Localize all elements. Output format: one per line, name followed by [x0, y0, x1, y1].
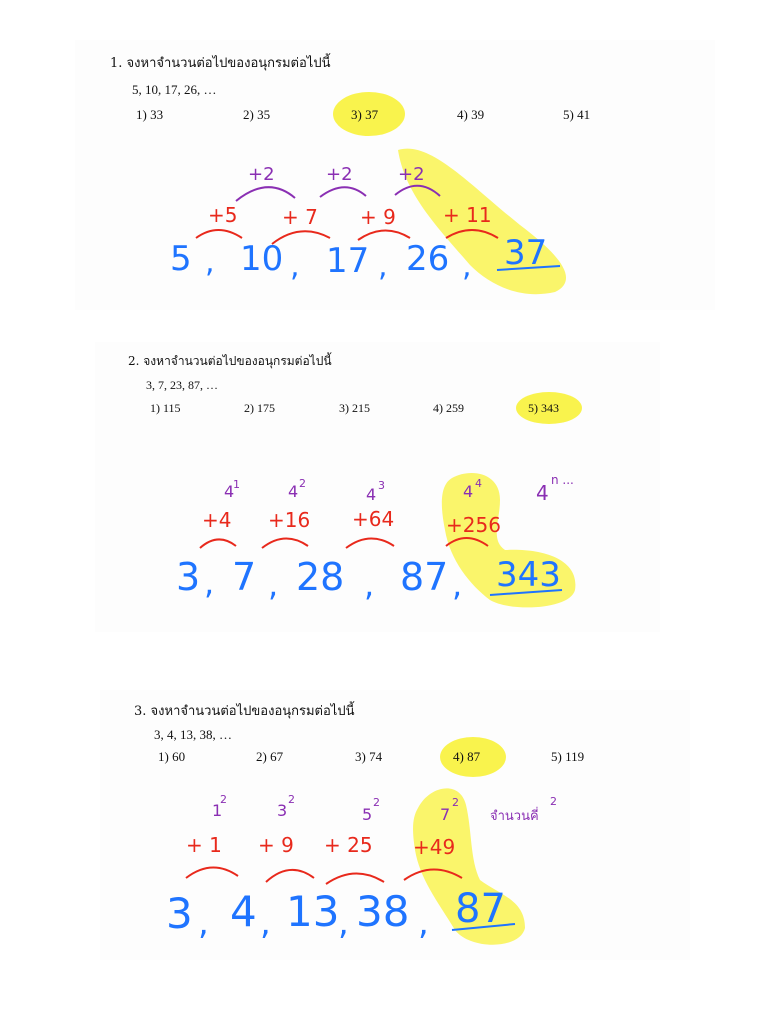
question-2-sequence: 3, 7, 23, 87, …	[146, 378, 218, 392]
q2-diff-1: +4	[202, 508, 232, 532]
q2-power-exp-4: 4	[475, 477, 482, 490]
q2-diff-3: +64	[352, 507, 395, 531]
q1-term-4: 26	[406, 239, 450, 279]
q1-diff-4: + 11	[443, 203, 492, 227]
q3-note-text: จำนวนคี่	[490, 809, 539, 824]
q3-term-3: 13	[286, 887, 340, 936]
q2-term-4: 87	[400, 555, 449, 599]
q2-power-exp-1: 1	[233, 478, 240, 491]
q1-term-3: 17	[326, 241, 370, 281]
q3-option-2: 2) 67	[256, 749, 284, 764]
q2-option-3: 3) 215	[339, 401, 370, 415]
q1-term-1: 5	[170, 239, 192, 279]
q2-comma-2: ,	[268, 566, 279, 604]
q3-answer-term: 87	[455, 886, 506, 932]
q1-second-arc-1	[236, 187, 295, 201]
q3-option-3: 3) 74	[355, 749, 383, 764]
q3-comma-3: ,	[338, 903, 349, 943]
q1-second-diff-2: +2	[326, 164, 353, 185]
q1-option-5: 5) 41	[563, 107, 591, 122]
q2-general-base: 4	[536, 481, 549, 505]
q3-term-4: 38	[356, 887, 410, 936]
q3-term-2: 4	[230, 887, 257, 936]
q1-option-4: 4) 39	[457, 107, 485, 122]
q3-power-base-3: 5	[362, 805, 373, 824]
q2-diff-arc-3	[346, 538, 394, 548]
q3-option-4: 4) 87	[453, 749, 481, 764]
q2-comma-1: ,	[204, 564, 215, 602]
q2-comma-4: ,	[452, 566, 463, 604]
q3-diff-3: + 25	[324, 833, 373, 857]
q1-second-diff-1: +2	[248, 164, 275, 185]
q3-comma-4: ,	[418, 903, 429, 943]
q1-comma-2: ,	[290, 249, 300, 284]
q3-diff-2: + 9	[258, 833, 294, 857]
q2-general-exp: n ...	[551, 473, 574, 487]
q3-power-base-2: 3	[277, 801, 288, 820]
q3-term-1: 3	[166, 889, 193, 938]
q1-option-3: 3) 37	[351, 107, 379, 122]
q1-comma-3: ,	[378, 249, 388, 284]
q3-comma-2: ,	[260, 903, 271, 943]
q3-diff-arc-1	[186, 867, 238, 878]
q2-option-1: 1) 115	[150, 401, 181, 415]
q3-power-base-4: 7	[440, 805, 451, 824]
q1-option-2: 2) 35	[243, 107, 271, 122]
q1-diff-arc-3	[358, 230, 410, 240]
q1-diff-2: + 7	[282, 205, 318, 229]
q2-power-base-2: 4	[288, 482, 299, 501]
q2-answer-term: 343	[496, 555, 561, 595]
q3-power-base-1: 1	[212, 801, 223, 820]
q2-power-exp-2: 2	[299, 477, 306, 490]
q3-power-exp-1: 2	[220, 793, 227, 806]
q3-power-exp-4: 2	[452, 796, 459, 809]
q2-diff-arc-1	[200, 539, 236, 548]
q2-option-4: 4) 259	[433, 401, 464, 415]
q2-power-exp-3: 3	[378, 479, 385, 492]
q3-option-1: 1) 60	[158, 749, 186, 764]
q1-comma-1: ,	[205, 245, 215, 280]
q1-term-2: 10	[240, 239, 284, 279]
question-2-title: 2. จงหาจำนวนต่อไปของอนุกรมต่อไปนี้	[128, 354, 332, 368]
q2-comma-3: ,	[364, 566, 375, 604]
question-1-sequence: 5, 10, 17, 26, …	[132, 82, 217, 97]
q1-diff-3: + 9	[360, 205, 396, 229]
q2-power-base-3: 4	[366, 485, 377, 504]
q2-power-base-4: 4	[463, 482, 474, 501]
q3-power-exp-3: 2	[373, 796, 380, 809]
q3-power-exp-2: 2	[288, 793, 295, 806]
q2-option-2: 2) 175	[244, 401, 275, 415]
q2-power-base-1: 4	[224, 482, 235, 501]
q1-answer-term: 37	[504, 233, 548, 273]
q1-option-1: 1) 33	[136, 107, 164, 122]
q2-diff-arc-2	[262, 538, 308, 548]
q3-comma-1: ,	[198, 903, 209, 943]
q1-diff-arc-1	[196, 230, 242, 238]
question-3-sequence: 3, 4, 13, 38, …	[154, 727, 232, 742]
q1-second-arc-2	[320, 187, 366, 197]
q3-diff-1: + 1	[186, 833, 222, 857]
q3-note-exp: 2	[550, 795, 557, 808]
q2-diff-2: +16	[268, 508, 311, 532]
q2-term-3: 28	[296, 555, 345, 599]
q2-term-2: 7	[232, 555, 257, 599]
q3-diff-arc-3	[326, 873, 384, 884]
q2-term-1: 3	[176, 555, 201, 599]
q3-option-5: 5) 119	[551, 749, 585, 764]
q1-diff-1: +5	[208, 203, 238, 227]
q1-second-diff-3: +2	[398, 164, 425, 185]
q2-option-5: 5) 343	[528, 401, 559, 415]
q2-diff-4: +256	[446, 513, 501, 537]
q3-diff-4: +49	[413, 835, 456, 859]
question-3-title: 3. จงหาจำนวนต่อไปของอนุกรมต่อไปนี้	[134, 704, 355, 719]
question-1-title: 1. จงหาจำนวนต่อไปของอนุกรมต่อไปนี้	[110, 56, 331, 71]
q1-comma-4: ,	[462, 249, 472, 284]
q3-diff-arc-2	[266, 870, 314, 882]
